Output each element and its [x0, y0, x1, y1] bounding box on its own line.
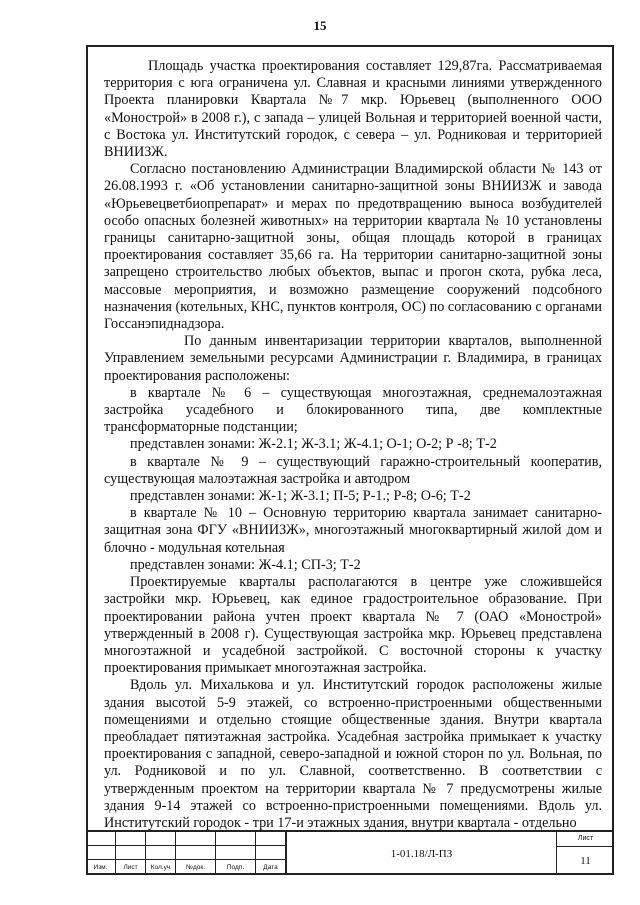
label-list: Лист — [116, 860, 146, 875]
label-izm: Изм. — [86, 860, 116, 875]
revision-cell — [256, 846, 286, 860]
paragraph-block-6-zones: представлен зонами: Ж-2.1; Ж-3.1; Ж-4.1; О-1; О-2; Р -8; Т-2 — [130, 436, 497, 453]
paragraph-block-10: в квартале № 10 – Основную территорию квартала занимает санитарно-защитная зона ФГУ «ВНИИЗЖ», многоэтажный многоквартирный жилой дом и блочно - модульная котельная — [104, 505, 602, 556]
document-body — [104, 58, 602, 838]
label-kol-uch: Кол.уч — [146, 860, 176, 875]
paragraph-block-9: в квартале № 9 – существующий гаражно-строительный кооператив, существующая малоэтажная застройка и автодром — [104, 453, 602, 487]
sheet-box — [556, 832, 614, 875]
title-block — [86, 830, 614, 875]
document-code: 1-01.18/Л-ПЗ — [286, 832, 556, 875]
revision-cell — [116, 846, 146, 860]
paragraph-block-10-zones: представлен зонами: Ж-4.1; СП-3; Т-2 — [130, 556, 361, 573]
paragraph-block-9-zones: представлен зонами: Ж-1; Ж-3.1; П-5; Р-1.; Р-8; О-6; Т-2 — [130, 488, 471, 505]
paragraph-sanitary-zone: Согласно постановлению Администрации Владимирской области № 143 от 26.08.1993 г. «Об установлении санитарно-защитной зоны ВНИИЗЖ и завода «Юрьевецветбиопрепарат» и мерах по предотвращению выноса возбудителей особо опасных болезней животных» на территории квартала № 10 установлены границы санитарно-защитной зоны, общая площадь которой в границах проектирования составляет 35,66 га. На территории санитарно-защитной зоны запрещено строительство любых объектов, выпас и прогон скота, рубка леса, массовые мероприятия, и возможно размещение сооружений подсобного назначения (котельных, КНС, пунктов контроля, ОС) по согласованию с органами Госсанэпиднадзора. — [104, 161, 602, 333]
revision-cell — [216, 832, 256, 846]
label-podp: Подп. — [216, 860, 256, 875]
sheet-label: Лист — [557, 832, 614, 847]
revision-cell — [176, 846, 216, 860]
revision-cell — [86, 832, 116, 846]
paragraph-site-area: Площадь участка проектирования составляет 129,87га. Рассматриваемая территория с юга ограничена ул. Славная и красными линиями утвержденного Проекта планировки Квартала №7 мкр. Юрьевец (выполненного ООО «Монострой» в 2008 г.), с запада – улицей Вольная и территорией военной части, с Востока ул. Институтский городок, с севера – ул. Родниковая и территорией ВНИИЗЖ. — [104, 58, 602, 161]
revision-cell — [146, 832, 176, 846]
page-number: 15 — [313, 18, 327, 33]
revision-cell — [116, 832, 146, 846]
sheet-number: 11 — [580, 855, 591, 867]
paragraph-inventory: По данным инвентаризации территории кварталов, выполненной Управлением земельными ресурсами Администрации г. Владимира, в границах проектирования расположены: — [104, 333, 602, 384]
paragraph-block-6: в квартале № 6 – существующая многоэтажная, среднемалоэтажная застройка усадебного и блокированного типа, две комплектные трансформаторные подстанции; — [104, 384, 602, 436]
revision-cell — [216, 846, 256, 860]
paragraph-design-blocks: Проектируемые кварталы располагаются в центре уже сложившейся застройки мкр. Юрьевец, как единое градостроительное образование. При проектировании района учтен проект квартала № 7 (ОАО «Монострой» утвержденный в 2008 г). Существующая застройка мкр. Юрьевец представлена многоэтажной и усадебной застройкой. С восточной стороны к участку проектирования примыкает многоэтажная застройка. — [104, 574, 602, 677]
paragraph-streets: Вдоль ул. Михалькова и ул. Институтский городок расположены жилые здания высотой 5-9 этажей, со встроенно-пристроенными общественными помещениями и отдельно стоящие общественные здания. Внутри квартала преобладает пятиэтажная застройка. Усадебная застройка примыкает к участку проектирования с западной, северо-западной и южной сторон по ул. Вольная, по ул. Родниковой и по ул. Славной, соответственно. В соответствии с утвержденным проектом на территории квартала № 7 предусмотрены жилые здания 9-14 этажей со встроенно-пристроенными помещениями. Вдоль ул. Институтский городок - три 17-и этажных здания, внутри квартала - отдельно — [104, 677, 602, 831]
revision-cell — [86, 846, 116, 860]
revision-cell — [176, 832, 216, 846]
revision-cell — [146, 846, 176, 860]
label-ndok: №док. — [176, 860, 216, 875]
revision-table — [86, 832, 286, 875]
revision-cell — [256, 832, 286, 846]
label-data: Дата — [256, 860, 286, 875]
